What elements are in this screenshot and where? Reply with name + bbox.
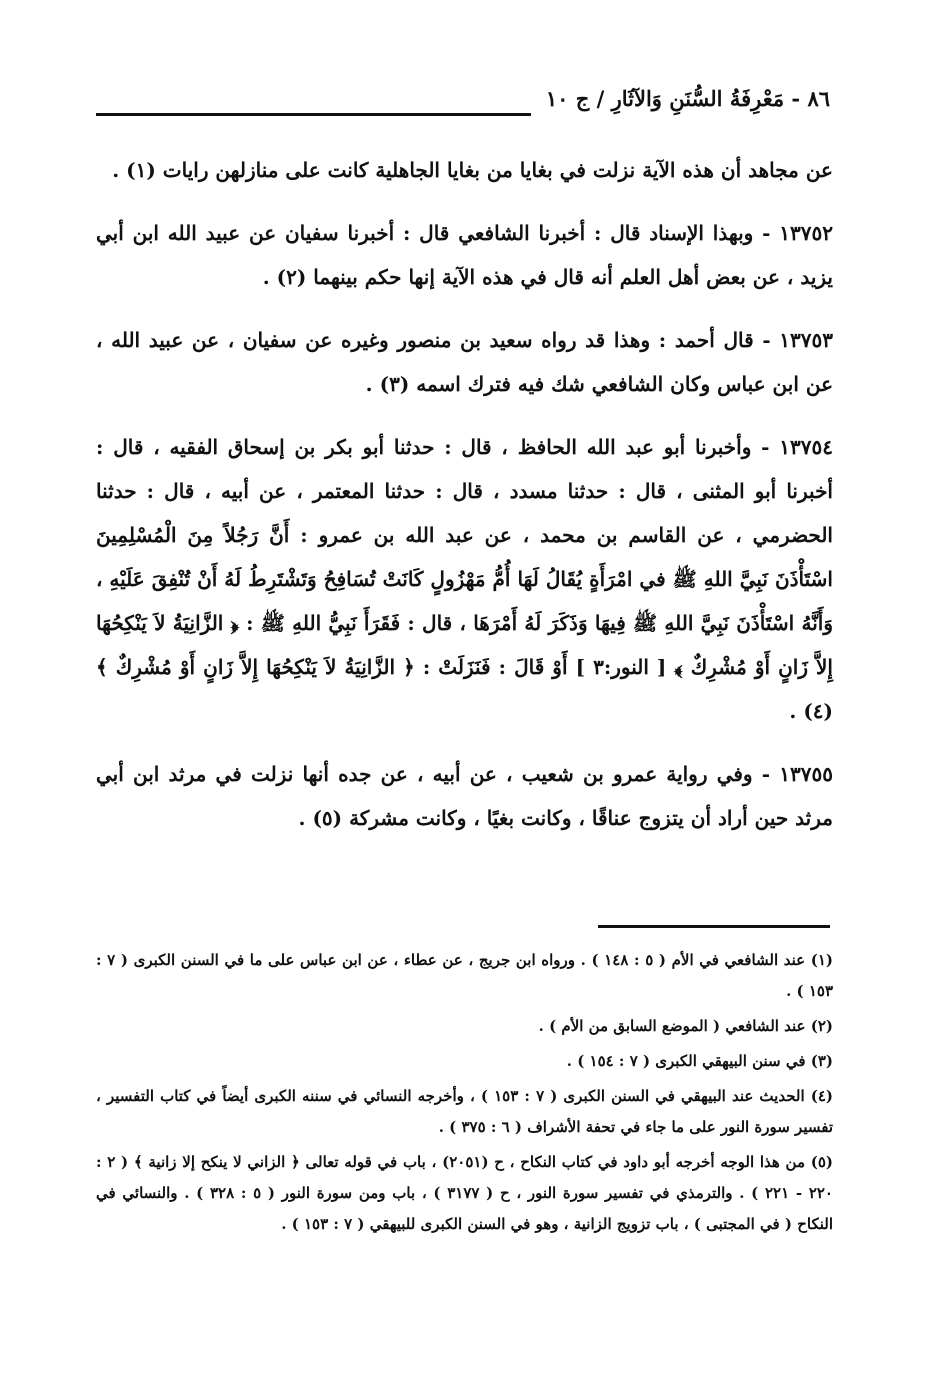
header-rule [96, 113, 531, 116]
footnote: (٢) عند الشافعي ( الموضع السابق من الأم ) . [538, 1017, 833, 1035]
footnote-separator [598, 925, 830, 928]
paragraph-text: - قال أحمد : وهذا قد رواه سعيد بن منصور وغيره عن سفيان ، عن عبيد الله ، عن ابن عباس وكان الشافعي شك فيه فترك اسمه (٣) . [96, 328, 833, 396]
paragraph [96, 148, 833, 192]
paragraph-text: - وفي رواية عمرو بن شعيب ، عن أبيه ، عن جده أنها نزلت في مرثد ابن أبي مرثد حين أراد أن يتزوج عناقًا ، وكانت بغيًا ، وكانت مشركة (٥) . [96, 762, 833, 830]
footnotes [96, 945, 833, 1244]
paragraph-text: عن مجاهد أن هذه الآية نزلت في بغايا من بغايا الجاهلية كانت على منازلهن رايات (١) . [112, 158, 833, 182]
hadith-number: ١٣٧٥٣ [779, 328, 833, 352]
paragraph-text: - وأخبرنا أبو عبد الله الحافظ ، قال : حدثنا أبو بكر بن إسحاق الفقيه ، قال : أخبرنا أبو المثنى ، قال : حدثنا مسدد ، قال : حدثنا المعتمر ، عن أبيه ، قال : حدثنا الحضرمي ، عن القاسم بن محمد ، عن عبد الله بن عمرو : أَنَّ رَجُلاً مِنَ الْمُسْلِمِينَ اسْتَأْذَنَ نَبِيَّ اللهِ ﷺ في امْرَأَةٍ يُقَالُ لَهَا أُمُّ مَهْزُولٍ كَانَتْ تُسَافِحُ وَتَشْتَرِطُ لَهُ أَنْ تُنْفِقَ عَلَيْهِ ، وَأَنَّهُ اسْتَأْذَنَ نَبِيَّ اللهِ ﷺ فِيهَا وَذَكَرَ لَهُ أَمْرَهَا ، قال : فَقَرَأَ نَبِيُّ اللهِ ﷺ : ﴿ الزَّانِيَةُ لاَ يَنْكِحُهَا إِلاَّ زَانٍ أَوْ مُشْرِكٌ ﴾ [ النور:٣ ] أَوْ قَالَ : فَنَزَلَتْ : ﴿ الزَّانِيَةُ لاَ يَنْكِحُهَا إِلاَّ زَانٍ أَوْ مُشْرِكٌ ﴾ (٤) . [96, 435, 833, 723]
footnote: (٤) الحديث عند البيهقي في السنن الكبرى ( ٧ : ١٥٣ ) ، وأخرجه النسائي في سننه الكبرى أيضاً في كتاب التفسير ، تفسير سورة النور على ما جاء في تحفة الأشراف ( ٦ : ٣٧٥ ) . [96, 1087, 833, 1136]
paragraph [96, 318, 833, 406]
hadith-number: ١٣٧٥٢ [779, 221, 833, 245]
footnote: (٥) من هذا الوجه أخرجه أبو داود في كتاب النكاح ، ح (٢٠٥١) ، باب في قوله تعالى ﴿ الزاني لا ينكح إلا زانية ﴾ ( ٢ : ٢٢٠ - ٢٢١ ) . والترمذي في تفسير سورة النور ، ح ( ٣١٧٧ ) ، باب ومن سورة النور ( ٥ : ٣٢٨ ) . والنسائي في النكاح ( في المجتبى ) ، باب تزويج الزانية ، وهو في السنن الكبرى للبيهقي ( ٧ : ١٥٣ ) . [96, 1153, 833, 1233]
paragraph [96, 425, 833, 733]
paragraph-text: - وبهذا الإسناد قال : أخبرنا الشافعي قال : أخبرنا سفيان عن عبيد الله ابن أبي يزيد ، عن بعض أهل العلم أنه قال في هذه الآية إنها حكم بينهما (٢) . [96, 221, 833, 289]
main-text [96, 148, 833, 859]
paragraph [96, 752, 833, 840]
footnote: (٣) في سنن البيهقي الكبرى ( ٧ : ١٥٤ ) . [566, 1052, 833, 1070]
hadith-number: ١٣٧٥٤ [779, 435, 834, 459]
paragraph [96, 211, 833, 299]
running-title: ٨٦ - مَعْرِفَةُ السُّنَنِ وَالآثَارِ / ج ١٠ [545, 86, 830, 111]
hadith-number: ١٣٧٥٥ [779, 762, 833, 786]
footnote: (١) عند الشافعي في الأم ( ٥ : ١٤٨ ) . ورواه ابن جريج ، عن عطاء ، عن ابن عباس على ما في السنن الكبرى ( ٧ : ١٥٣ ) . [96, 951, 834, 1000]
page-header [96, 86, 830, 126]
